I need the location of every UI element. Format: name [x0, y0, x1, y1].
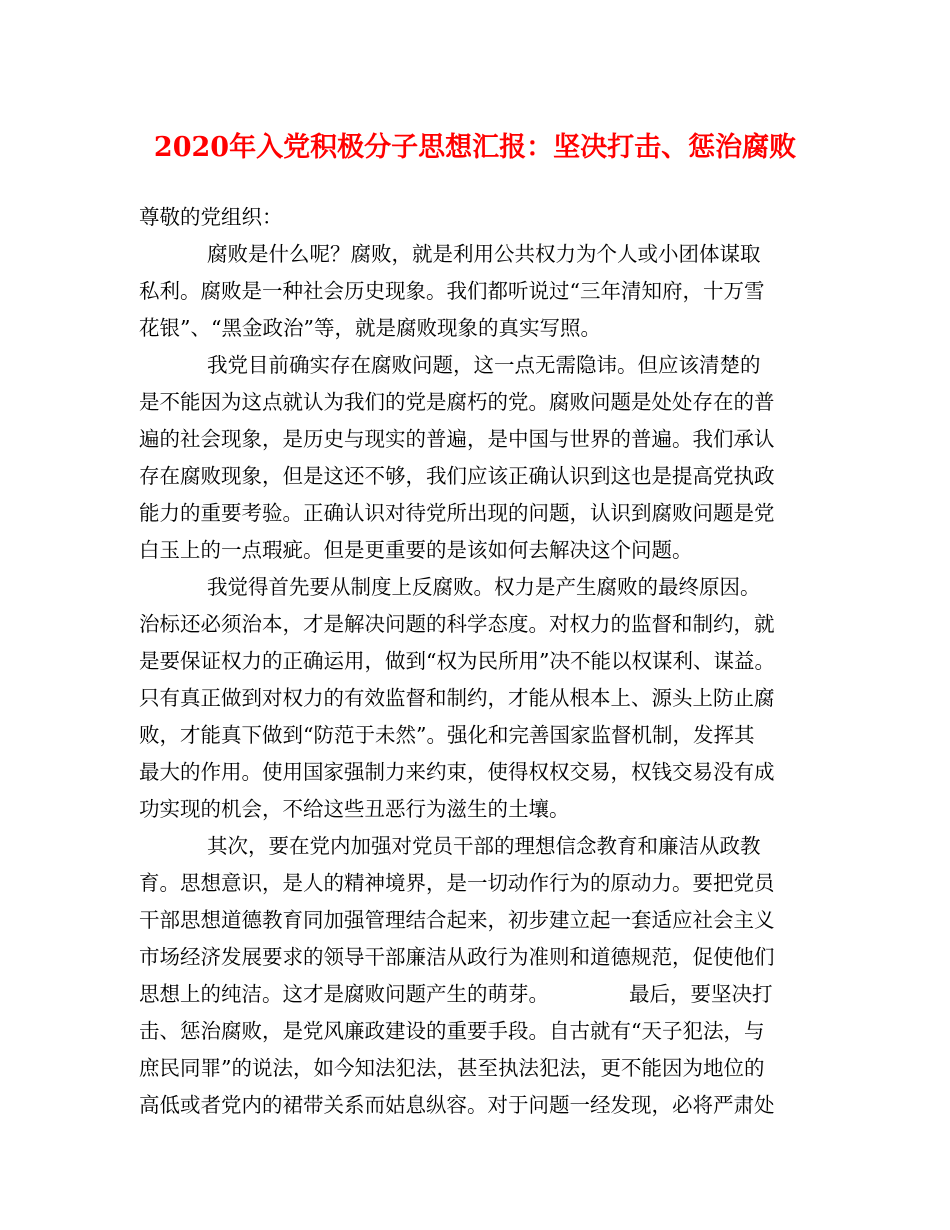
paragraph-line: 只有真正做到对权力的有效监督和制约，才能从根本上、源头上防止腐	[139, 686, 775, 710]
paragraph-line: 市场经济发展要求的领导干部廉洁从政行为准则和道德规范，促使他们	[139, 945, 775, 969]
paragraph-line: 治标还必须治本，才是解决问题的科学态度。对权力的监督和制约，就	[139, 612, 775, 636]
salutation: 尊敬的党组织：	[139, 205, 283, 229]
paragraph-line: 遍的社会现象，是历史与现实的普遍，是中国与世界的普遍。我们承认	[139, 427, 775, 451]
paragraph-line: 是要保证权力的正确运用，做到“权为民所用”决不能以权谋利、谋益。	[139, 649, 775, 673]
paragraph-line: 我党目前确实存在腐败问题，这一点无需隐讳。但应该清楚的	[207, 353, 761, 377]
paragraph-line: 败，才能真下做到“防范于未然”。强化和完善国家监督机制，发挥其	[139, 723, 755, 747]
document-title: 2020年入党积极分子思想汇报：坚决打击、惩治腐败	[153, 132, 797, 163]
paragraph-line: 高低或者党内的裙带关系而姑息纵容。对于问题一经发现，必将严肃处	[139, 1093, 775, 1117]
paragraph-line: 最大的作用。使用国家强制力来约束，使得权权交易，权钱交易没有成	[139, 760, 775, 784]
paragraph-line: 干部思想道德教育同加强管理结合起来，初步建立起一套适应社会主义	[139, 908, 775, 932]
paragraph-line: 私利。腐败是一种社会历史现象。我们都听说过“三年清知府，十万雪	[139, 279, 765, 303]
paragraph-line: 花银”、“黑金政治”等，就是腐败现象的真实写照。	[139, 316, 601, 340]
paragraph-line: 庶民同罪”的说法，如今知法犯法，甚至执法犯法，更不能因为地位的	[139, 1056, 765, 1080]
paragraph-line: 育。思想意识，是人的精神境界，是一切动作行为的原动力。要把党员	[139, 871, 775, 895]
paragraph-line-combined	[139, 976, 815, 1013]
paragraph-line: 存在腐败现象，但是这还不够，我们应该正确认识到这也是提高党执政	[139, 464, 775, 488]
paragraph-line: 我觉得首先要从制度上反腐败。权力是产生腐败的最终原因。	[207, 575, 761, 599]
paragraph-line: 功实现的机会，不给这些丑恶行为滋生的土壤。	[139, 797, 570, 821]
paragraph-line-segment: 思想上的纯洁。这才是腐败问题产生的萌芽。	[139, 982, 549, 1006]
paragraph-line: 白玉上的一点瑕疵。但是更重要的是该如何去解决这个问题。	[139, 538, 693, 562]
paragraph-line: 其次，要在党内加强对党员干部的理想信念教育和廉洁从政教	[207, 834, 761, 858]
paragraph-line: 是不能因为这点就认为我们的党是腐朽的党。腐败问题是处处存在的普	[139, 390, 775, 414]
paragraph-line: 击、惩治腐败，是党风廉政建设的重要手段。自古就有“天子犯法，与	[139, 1019, 765, 1043]
paragraph-line-segment: 最后，要坚决打	[629, 982, 773, 1006]
paragraph-line: 腐败是什么呢？腐败，就是利用公共权力为个人或小团体谋取	[207, 242, 761, 266]
paragraph-line: 能力的重要考验。正确认识对待党所出现的问题，认识到腐败问题是党	[139, 501, 775, 525]
document-body	[139, 199, 815, 1124]
